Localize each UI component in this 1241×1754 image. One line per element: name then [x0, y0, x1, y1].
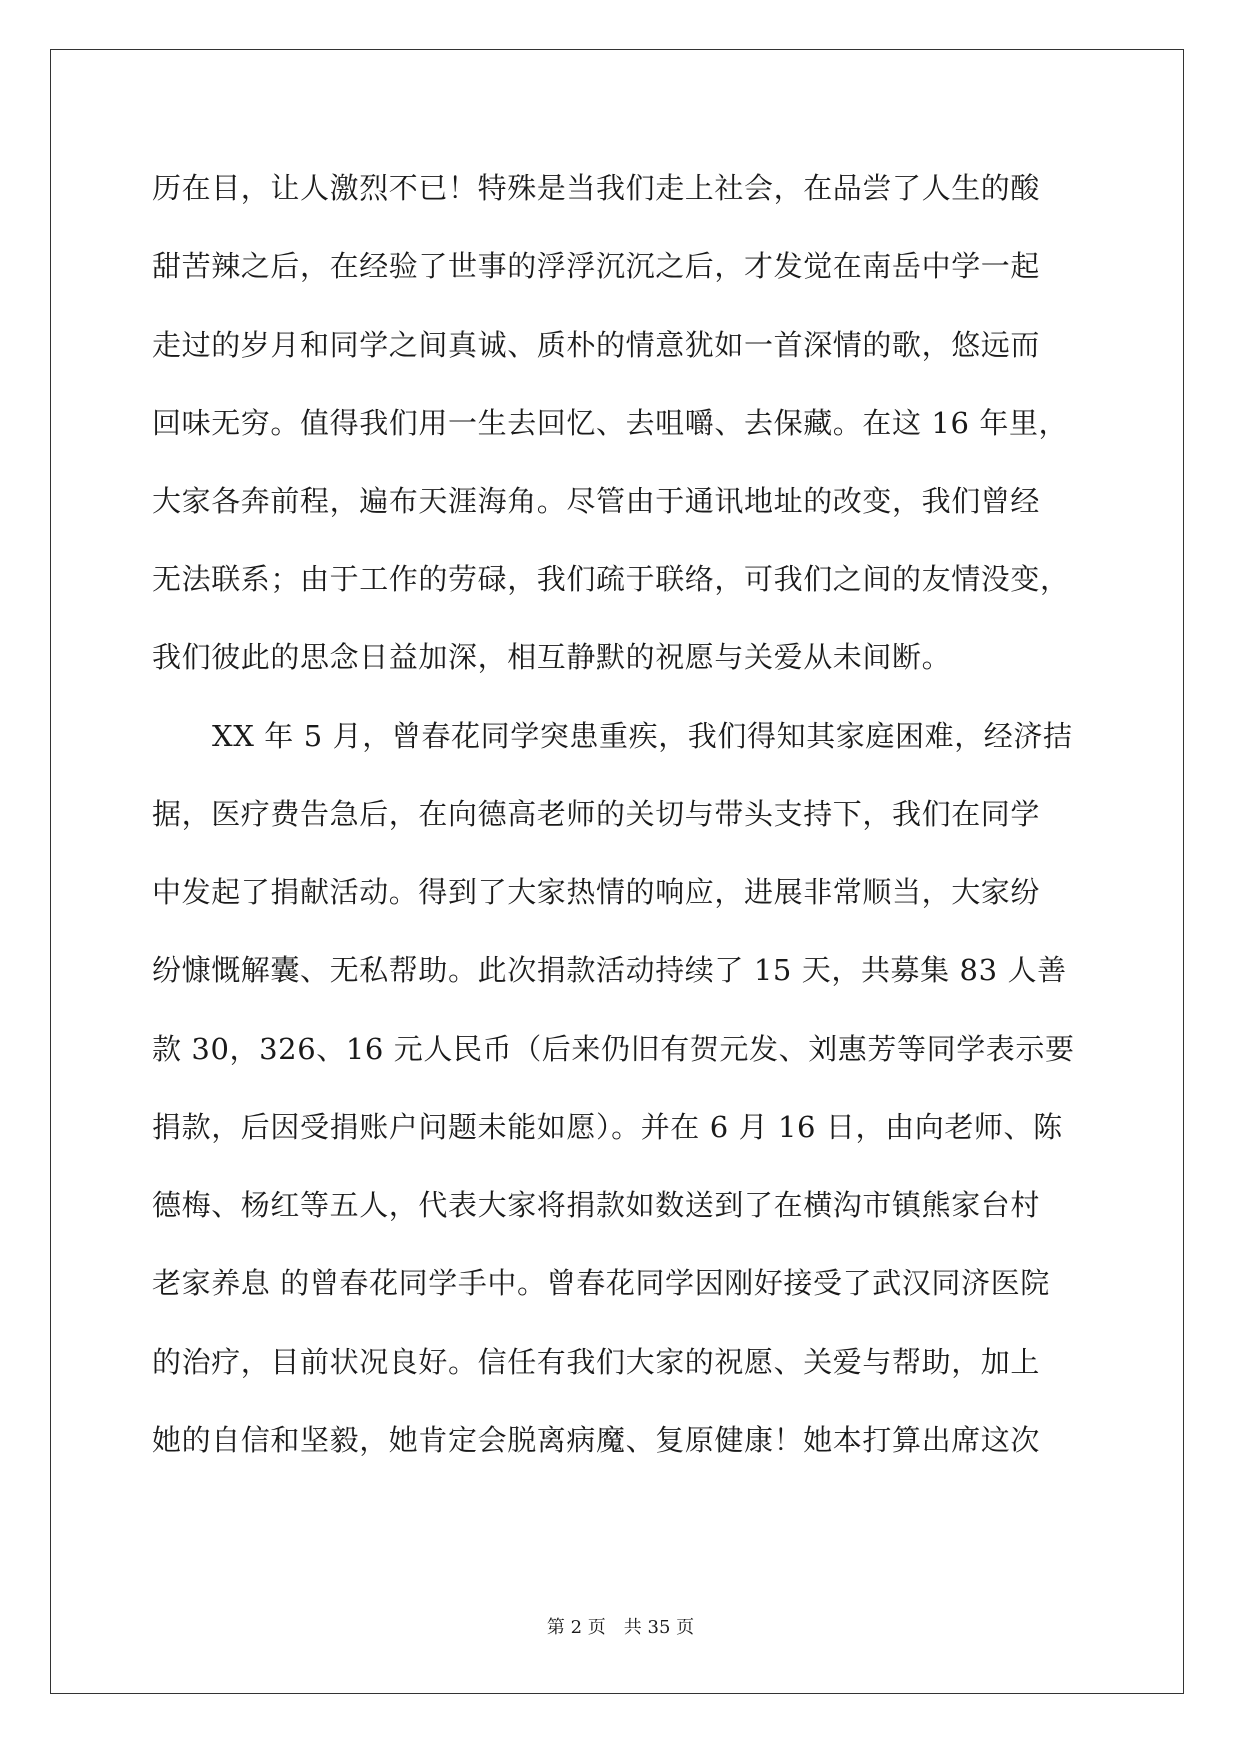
- body-line: 中发起了捐献活动。得到了大家热情的响应，进展非常顺当，大家纷: [152, 875, 1041, 909]
- body-line: 款 30，326、16 元人民币（后来仍旧有贺元发、刘惠芳等同学表示要: [152, 1032, 1075, 1066]
- body-line: 走过的岁月和同学之间真诚、质朴的情意犹如一首深情的歌，悠远而: [152, 328, 1041, 362]
- body-line: 无法联系；由于工作的劳碌，我们疏于联络，可我们之间的友情没变，: [152, 562, 1070, 596]
- paragraph-first-line: XX 年 5 月，曾春花同学突患重疾，我们得知其家庭困难，经济拮: [212, 719, 1073, 753]
- page-number-footer: 第 2 页 共 35 页: [546, 1617, 695, 1638]
- body-line: 老家养息 的曾春花同学手中。曾春花同学因刚好接受了武汉同济医院: [152, 1266, 1050, 1300]
- body-line: 纷慷慨解囊、无私帮助。此次捐款活动持续了 15 天，共募集 83 人善: [152, 953, 1067, 987]
- body-line: 她的自信和坚毅，她肯定会脱离病魔、复原健康！她本打算出席这次: [152, 1423, 1041, 1457]
- body-line: 大家各奔前程，遍布天涯海角。尽管由于通讯地址的改变，我们曾经: [152, 484, 1041, 518]
- body-line: 回味无穷。值得我们用一生去回忆、去咀嚼、去保藏。在这 16 年里，: [152, 406, 1069, 440]
- body-line: 历在目，让人激烈不已！特殊是当我们走上社会，在品尝了人生的酸: [152, 171, 1041, 205]
- body-line: 甜苦辣之后，在经验了世事的浮浮沉沉之后，才发觉在南岳中学一起: [152, 249, 1041, 283]
- body-line: 我们彼此的思念日益加深，相互静默的祝愿与关爱从未间断。: [152, 640, 952, 674]
- body-line: 捐款，后因受捐账户问题未能如愿）。并在 6 月 16 日，由向老师、陈: [152, 1110, 1063, 1144]
- body-line: 的治疗，目前状况良好。信任有我们大家的祝愿、关爱与帮助，加上: [152, 1345, 1041, 1379]
- body-line: 据，医疗费告急后，在向德高老师的关切与带头支持下，我们在同学: [152, 797, 1041, 831]
- body-line: 德梅、杨红等五人，代表大家将捐款如数送到了在横沟市镇熊家台村: [152, 1188, 1041, 1222]
